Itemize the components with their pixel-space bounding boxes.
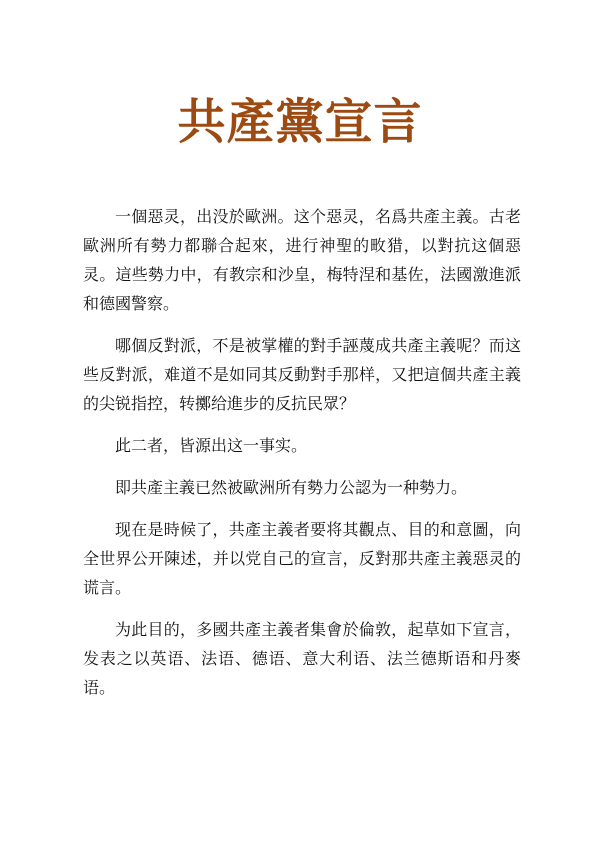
paragraph-2: 哪個反對派，不是被掌權的對手誣蔑成共產主義呢？而这些反對派，难道不是如同其反動對手那样，又把這個共產主義的尖锐指控，转擲给進步的反抗民眾？ — [83, 336, 521, 413]
paragraph-4: 即共產主義已然被歐洲所有勢力公認为一种勢力。 — [115, 478, 468, 497]
paragraph-6: 为此目的，多國共產主義者集會於倫敦，起草如下宣言，发表之以英语、法语、德语、意大利语、法兰德斯语和丹麥语。 — [83, 620, 521, 697]
paragraph-5: 现在是時候了，共產主義者要将其觀点、目的和意圖，向全世界公开陳述，并以党自己的宣言，反對那共產主義惡灵的谎言。 — [83, 520, 521, 597]
page-title: 共產黨宣言 — [177, 94, 423, 150]
document-body — [83, 202, 521, 715]
paragraph-3: 此二者，皆源出这一事实。 — [115, 436, 308, 455]
paragraph-1: 一個惡灵，出没於歐洲。这个惡灵，名爲共產主義。古老歐洲所有勢力都聯合起來，进行神聖的畋猎，以對抗这個惡灵。這些勢力中，有教宗和沙皇，梅特涅和基佐，法國激進派和德國警察。 — [83, 207, 521, 313]
